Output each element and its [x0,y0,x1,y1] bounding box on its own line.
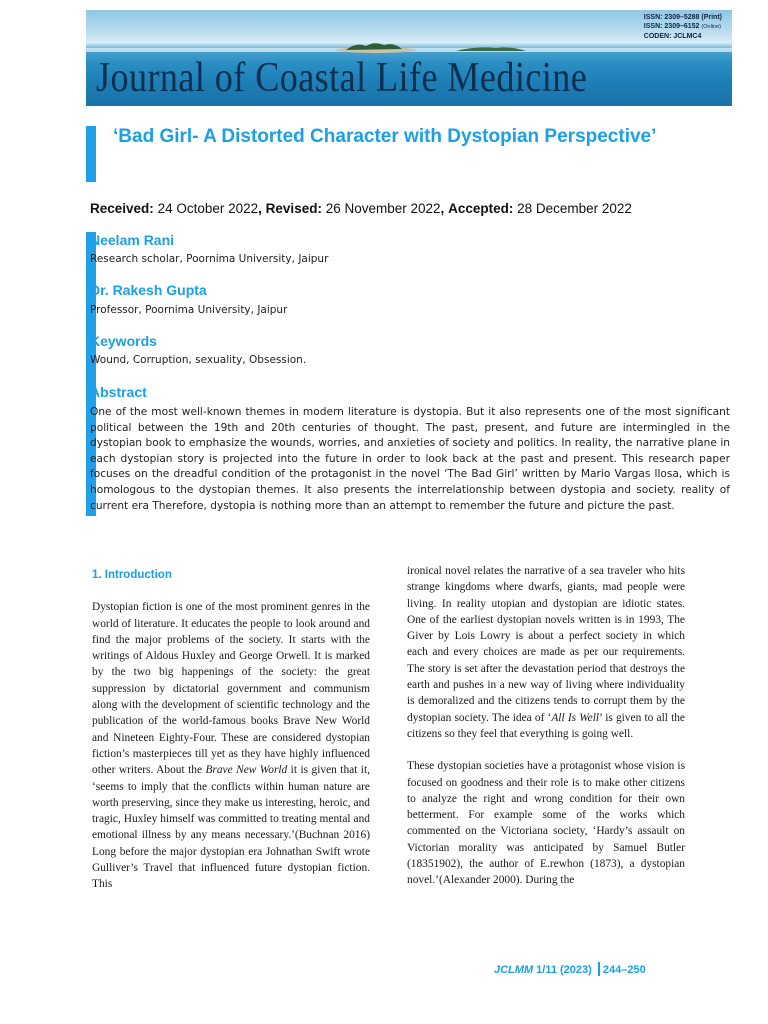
issn-online: ISSN: 2309–6152 (Online) [643,23,721,30]
received-label: Received: [90,201,154,216]
footer-volume: 1/11 (2023) [533,964,592,976]
accepted-date: 28 December 2022 [517,201,632,216]
paragraph: Dystopian fiction is one of the most prominent genres in the world of literature. It educates the people to look around and find the major problems of the society. It starts with the writings of Aldous Huxley and George Orwell. It is marked by the two big happenings of the society: the great suppression by dictatorial government and communism along with the development of scientific technology and the publication of the world-famous books Brave New World and Nineteen Eighty-Four. These are considered dystopian fiction’s masterpieces till yet as they have highly influenced other writers. About the Brave New World it is given that it, ‘seems to imply that the conflicts within human nature are worth preserving, since they make us interesting, heroic, and tragic, Huxley himself was committed to treating mental and emotional illness by any means necessary.’(Buchnan 2016) Long before the major dystopian era Johnathan Swift wrote Gulliver’s Travel that influenced future dystopian fiction. This [92,601,370,891]
issn-block [644,13,722,41]
footer-separator [598,962,600,976]
abstract-text: One of the most well-known themes in modern literature is dystopia. But it also represents one of the most significant political between the 19th and 20th centuries of thought. The past, present, and future are intermingled in the dystopian book to emphasize the wounds, worries, and anxieties of society and politics. In reality, the narrative plane in each dystopian story is projected into the future in order to look back at the past and present. This research paper focuses on the dreadful condition of the protagonist in the novel ‘The Bad Girl’ written by Mario Vargas llosa, which is homologous to the dystopian themes. It also presents the interrelationship between dystopia and society. reality of current era Therefore, dystopia is nothing more than an attempt to remember the future and picture the past. [90,406,730,512]
article-title: ‘Bad Girl- A Distorted Character with Dystopian Perspective’ [113,126,657,147]
body-column-left [92,563,370,893]
abstract-heading: Abstract [90,384,147,400]
author-affiliation: Professor, Poornima University, Jaipur [90,304,288,316]
journal-title: Journal of Coastal Life Medicine [96,55,588,101]
author-name: Neelam Rani [90,232,175,248]
page-footer [494,962,646,976]
footer-pages: 244–250 [602,964,646,976]
section-heading-introduction: 1. Introduction [92,569,172,581]
title-accent-bar [86,126,96,182]
paragraph: These dystopian societies have a protagonist whose vision is focused on goodness and their role is to make other citizens to analyze the right and wrong condition for their own betterment. For example some of the works which commented on the Victoriana society, ‘Hardy’s assault on Victorian morality was anticipated by Samuel Butler (18351902), the author of E.rewhon (1873), a dystopian novel.’(Alexander 2000). During the [407,760,685,887]
author-name: Dr. Rakesh Gupta [90,282,207,298]
paragraph: ironical novel relates the narrative of a sea traveler who hits strange kingdoms where dwarfs, giants, mad people were living. In reality utopian and dystopian are idiotic states. One of the earliest dystopian novels written is in 1993, The Giver by Lois Lowry is about a perfect society in which each and every choices are made as per our requirements. The story is set after the devastation period that destroys the earth and pushes in a new way of living where individuality is demoralized and the citizens tends to corrupt them by the dystopian society. The idea of ‘All Is Well’ is given to all the citizens so they feel that everything is going well. [407,565,685,740]
body-column-right [407,563,685,889]
keywords-text: Wound, Corruption, sexuality, Obsession. [90,354,307,366]
received-date: 24 October 2022 [157,201,259,216]
coden: CODEN: JCLMC4 [643,33,702,40]
footer-journal: JCLMM [494,964,534,976]
issn-print: ISSN: 2309–5288 (Print) [643,14,722,21]
island-image [336,40,526,54]
revised-date: 26 November 2022 [325,201,441,216]
article-dates: Received: 24 October 2022, Revised: 26 November 2022, Accepted: 28 December 2022 [90,201,632,216]
journal-banner [86,10,732,106]
accepted-label: Accepted: [448,201,514,216]
keywords-heading: Keywords [90,333,157,349]
author-affiliation: Research scholar, Poornima University, Jaipur [90,253,329,265]
revised-label: Revised: [265,201,322,216]
